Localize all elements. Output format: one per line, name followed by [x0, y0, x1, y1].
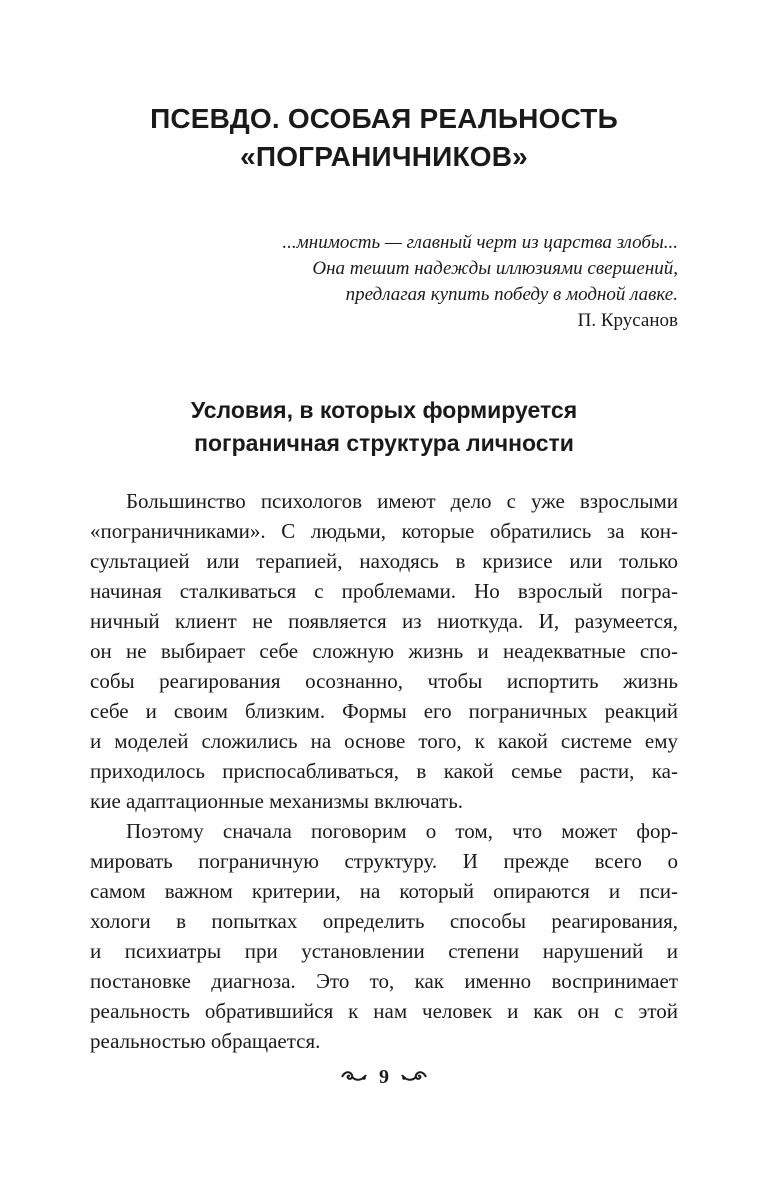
chapter-title-line: ПСЕВДО. ОСОБАЯ РЕАЛЬНОСТЬ [150, 103, 618, 134]
text-line: сультацией или терапией, находясь в кризисе или только [90, 549, 678, 573]
text-line: и моделей сложились на основе того, к какой системе ему [90, 729, 678, 753]
text-line: постановке диагноза. Это то, как именно воспринимает [90, 969, 678, 993]
text-line: Большинство психологов имеют дело с уже взрослыми [126, 489, 678, 513]
epigraph [218, 230, 678, 308]
text-line: хологи в попытках определить способы реагирования, [90, 909, 678, 933]
ornament-right-icon [400, 1069, 428, 1085]
text-line: начиная сталкиваться с проблемами. Но взрослый погра- [90, 579, 678, 603]
text-line: приходилось приспосабливаться, в какой семье расти, ка- [90, 759, 678, 783]
epigraph-author: П. Крусанов [577, 310, 678, 331]
chapter-title-line: «ПОГРАНИЧНИКОВ» [240, 141, 528, 172]
text-line: он не выбирает себе сложную жизнь и неадекватные спо- [90, 639, 678, 663]
page-number: 9 [379, 1066, 389, 1089]
text-line: «пограничниками». С людьми, которые обратились за кон- [90, 519, 678, 543]
paragraph [90, 486, 678, 816]
text-line: реальность обратившийся к нам человек и как он с этой [90, 999, 678, 1023]
text-line: самом важном критерии, на который опираются и пси- [90, 879, 678, 903]
section-title-line: пограничная структура личности [194, 430, 574, 456]
text-line: реальностью обращается. [90, 1029, 321, 1053]
ornament-left-icon [340, 1069, 368, 1085]
body-text [90, 486, 678, 1056]
section-title [90, 394, 678, 460]
text-line: и психиатры при установлении степени нарушений и [90, 939, 678, 963]
text-line: мировать пограничную структуру. И прежде всего о [90, 849, 678, 873]
text-line: себе и своим близким. Формы его пограничных реакций [90, 699, 678, 723]
chapter-title [60, 100, 708, 176]
text-line: собы реагирования осознанно, чтобы испортить жизнь [90, 669, 678, 693]
page-footer [0, 1062, 768, 1091]
text-line: Поэтому сначала поговорим о том, что может фор- [126, 819, 678, 843]
epigraph-line: предлагая купить победу в модной лавке. [345, 284, 678, 305]
epigraph-line: Она тешит надежды иллюзиями свершений, [312, 258, 678, 279]
section-title-line: Условия, в которых формируется [190, 397, 578, 423]
epigraph-line: ...мнимость — главный черт из царства злобы... [282, 232, 678, 253]
text-line: ничный клиент не появляется из ниоткуда. И, разумеется, [90, 609, 678, 633]
paragraph [90, 816, 678, 1056]
text-line: кие адаптационные механизмы включать. [90, 789, 464, 813]
